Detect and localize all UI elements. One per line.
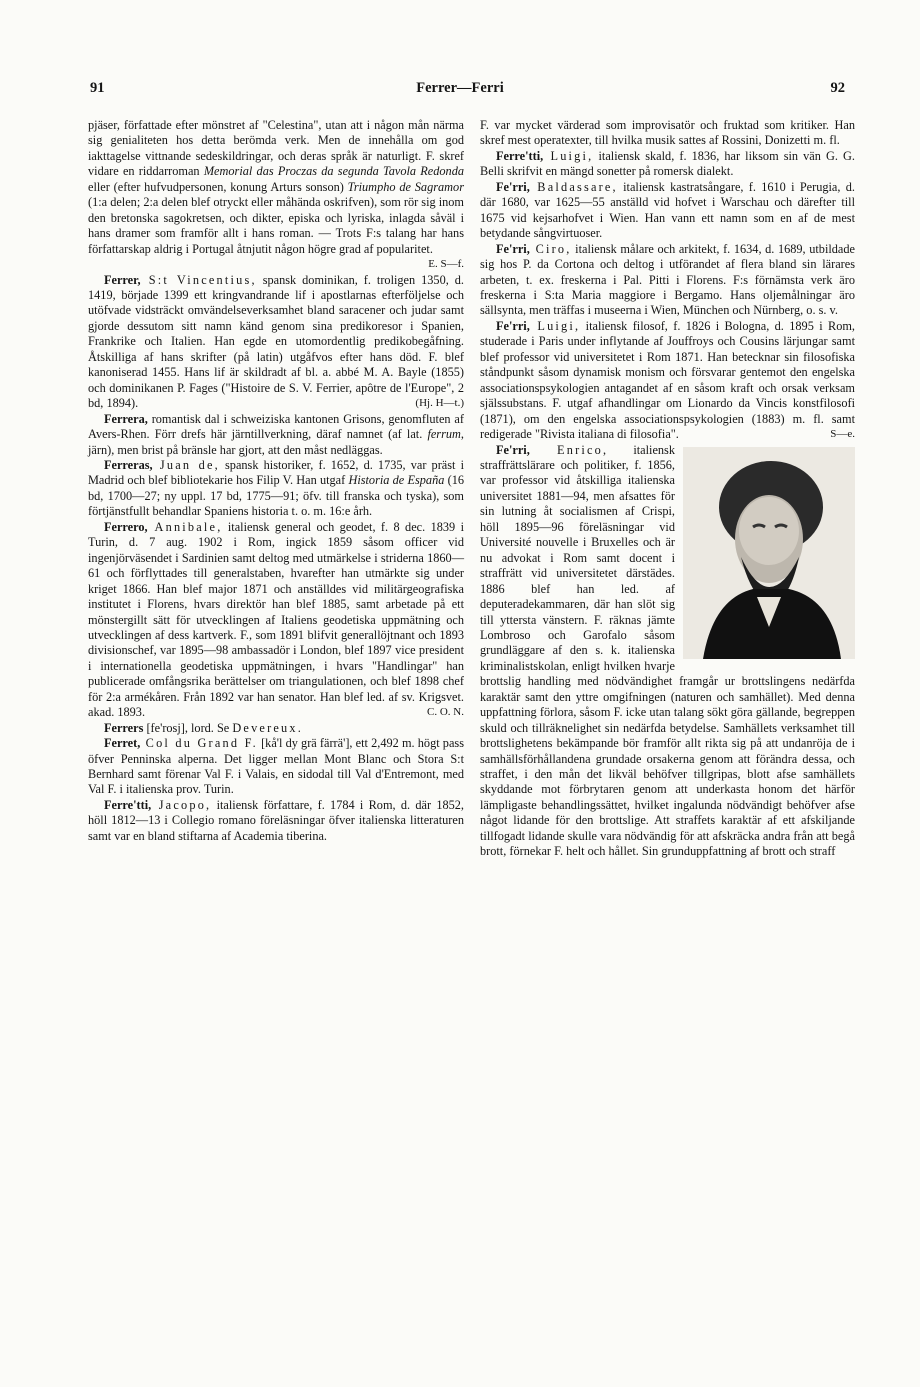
entry-ferri-ciro: Fe'rri, Ciro, italiensk målare och arkitekt, f. 1634, d. 1689, utbildade sig hos P. da Cortona och deltog i utförandet af flera bland sin lärares arbeten, t. ex. freskerna i Pal. Pitti i Florens. F:s förnämsta verk äro freskerna i S:ta Maria maggiore i Bergamo. Hans oljemålningar äro sällsynta, men träffas i museerna i Wien, München och Nürnberg, o. s. v. bbox=[480, 241, 855, 318]
portrait-image bbox=[683, 447, 855, 659]
entry-ferretti-jacopo: Ferre'tti, Jacopo, italiensk författare, f. 1784 i Rom, d. där 1852, höll 1812—13 i Collegio romano föreläsningar öfver italienska litteraturen samt var en bland stiftarna af Academia tiberina. bbox=[88, 797, 464, 843]
entry-ferrer-vincentius: Ferrer, S:t Vincentius, spansk dominikan, f. troligen 1350, d. 1419, började 1399 ett kringvandrande lif i apostlarnas efterföljelse och utöfvade vidsträckt omvändelseverksamhet bland saracener och judar samt gjorde dessutom sitt namn känd genom sina predikoresor i Spanien, Frankrike och Italien. Han egde en utomordentlig predikobegåfning. Åtskilliga af hans skrifter (på latin) utgåfvos efter hans död. F. blef kanoniserad 1455. Hans lif är skildradt af bl. a. abbé M. A. Bayle (1855) och dominikanen P. Fages ("Histoire de S. V. Ferrier, apôtre de l'Europe", 2 bd, 1894). (Hj. H—t.) bbox=[88, 272, 464, 411]
entry-ferrera: Ferrera, romantisk dal i schweiziska kantonen Grisons, genomfluten af Avers-Rhen. Förr drefs här järntillverkning, däraf namnet (af lat. ferrum, järn), men brist på bränsle har gjort, att den måst nedläggas. bbox=[88, 411, 464, 457]
entry-ferretti-luigi: Ferre'tti, Luigi, italiensk skald, f. 1836, har liksom sin vän G. G. Belli skrifvit en mängd sonetter på romersk dialekt. bbox=[480, 148, 855, 179]
entry-ferrero: Ferrero, Annibale, italiensk general och geodet, f. 8 dec. 1839 i Turin, d. 7 aug. 1902 i Rom, ingick 1859 såsom officer vid ingenjörväsendet i Sardinien samt deltog med utmärkelse i striderna 1860—61 och förflyttades till generalstaben, hvarefter han utmärkte sig under kriget 1866. Han blef major 1871 och anställdes vid militärgeografiska institutet i Florens, hvars direktör han blef 1885, samt arbetade på ett mönstergillt sätt för utvecklingen af Italiens geodetiska uppmätning och utvecklingen af dess kartverk. F., som 1891 blifvit generallöjtnant och 1893 divisionschef, var 1895—98 ambassadör i London, blef 1897 vice president i internationella geodetiska uppmätningen, i hvars "Handlingar" han publicerade omfångsrika berättelser om triangulationen, och blef 1898 chef för 2:a armékåren. Från 1892 var han senator. Han blef led. af sv. Krigsvet. akad. 1893. C. O. N. bbox=[88, 519, 464, 720]
entry-ferret: Ferret, Col du Grand F. [kå'l dy grä färrä'], ett 2,492 m. högt pass öfver Penninska alperna. Det ligger mellan Mont Blanc och Stora S:t Bernhard samt förenar Val F. i Valais, en sidodal till Val d'Entremont, med Val F. i italienska prov. Turin. bbox=[88, 736, 464, 797]
entry-ferrers: Ferrers [fe'rosj], lord. Se Devereux. bbox=[104, 720, 304, 735]
portrait-photo-icon bbox=[683, 447, 855, 659]
entry-ferri-enrico: Fe'rri, Enrico, italiensk straffrättslärare och politiker, f. 1856, var professor vid åtskilliga italienska universitet 1881—94, men afsattes för sin lutning åt socialismen af Crispi, höll 1895—96 föreläsningar vid Université nouvelle i Bruxelles och är nu advokat i Rom samt docent i straffrätt vid universitetet därstädes. 1886 blef han led. af deputeradekammaren, där han slöt sig till yttersta vänstern. F. räknas jämte Lombroso och Garofalo såsom grundläggare af den s. k. italienska kriminalistskolan, enligt hvilken hvarje brottslig handling med nödvändighet framgår ur brottslingens nedärfda karaktär samt den yttre omgifningen (naturen och samhället). Med denna uppfattning förlora, såsom F. icke utan talang sökt göra gällande, begreppen skuld och tillräknelighet sin nedärfda betydelse. Samhällets verksamhet till brottslighetens bekämpande bör framför allt rikta sig på att undanröja de i samhällsförhållandena grundade orsakerna genom att förändra dessa, och straffet, i den mån det likväl behöfver tillgripas, blott afse samhällets skyddande mot förbrytaren genom att underkasta honom det härför lämpligaste behandlingssättet, hvilket ingalunda nödvändigt behöfver afse något lidande för den brottslige. Att straffets karaktär af ett afskiljande tillfogadt lidande skulle vara nödvändig för att afskräcka andra från att begå brott, förnekar F. helt och hållet. Sin grunduppfattning af brott och straff bbox=[480, 442, 855, 859]
entry-ferri-luigi: Fe'rri, Luigi, italiensk filosof, f. 1826 i Bologna, d. 1895 i Rom, studerade i Paris under inflytande af Jouffroys och Cousins lärjungar samt blef professor vid universitetet i Rom 1871. Han betecknar sin filosofiska ståndpunkt såsom dynamisk monism och försvarar gentemot den engelska associationspsykologien antagandet af en såsom kraft och orsak verksam själssubstans. F. utgaf afhandlingar om Lionardo da Vincis konstfilosofi (1871), om den engelska associationspsykologien (1883) m. fl. samt redigerade "Rivista italiana di filosofia". S—e. bbox=[480, 318, 855, 442]
signature: (Hj. H—t.) bbox=[415, 397, 464, 410]
entry-ferreras: Ferreras, Juan de, spansk historiker, f. 1652, d. 1735, var präst i Madrid och blef bibliotekarie hos Filip V. Han utgaf Historia de España (16 bd, 1700—27; ny uppl. 17 bd, 1775—91; öfv. till franska och tyska), som förtjänstfullt behandlar Spaniens historia t. o. m. 16:e årh. bbox=[88, 457, 465, 519]
page-number-left: 91 bbox=[90, 80, 105, 96]
left-column bbox=[88, 118, 464, 844]
right-column bbox=[480, 118, 855, 860]
running-title: Ferrer—Ferri bbox=[416, 80, 504, 96]
signature: S—e. bbox=[830, 428, 855, 441]
signature: E. S—f. bbox=[428, 258, 464, 271]
page-number-right: 92 bbox=[830, 80, 845, 96]
entry-continuation: pjäser, författade efter mönstret af "Celestina", utan att i någon mån närma sig genialiteten hos detta berömda verk. Men de innehålla om god iakttagelse vittnande sedeskildringar, och deras språk är naturligt. F. skref vidare en riddarroman Memorial das Proczas da segunda Tavola Redonda eller (efter hufvudpersonen, konung Arturs sonson) Triumpho de Sagramor (1:a delen; 2:a delen blef otryckt eller måhända oskrifven), som rör sig inom den bretonska sagokretsen, och dikter, episka och lyriska, inlagda såväl i hans dramer som framför allt i hans roman. — Trots F:s talang har hans författarskap aldrig i Portugal åtnjutit någon högre grad af popularitet. E. S—f. bbox=[88, 118, 464, 273]
entry-continuation: F. var mycket värderad som improvisatör och fruktad som kritiker. Han skref mest operatexter, till hvilka musik sattes af Rossini, Donizetti m. fl. bbox=[480, 118, 855, 148]
signature: C. O. N. bbox=[427, 706, 464, 719]
entry-ferri-baldassare: Fe'rri, Baldassare, italiensk kastratsångare, f. 1610 i Perugia, d. där 1680, var 1625—55 anställd vid hofvet i Warschau och därefter till 1675 vid kejsarhofvet i Wien. Han vann ett namn som en af de mest betydande sångvirtuoser. bbox=[480, 179, 855, 241]
